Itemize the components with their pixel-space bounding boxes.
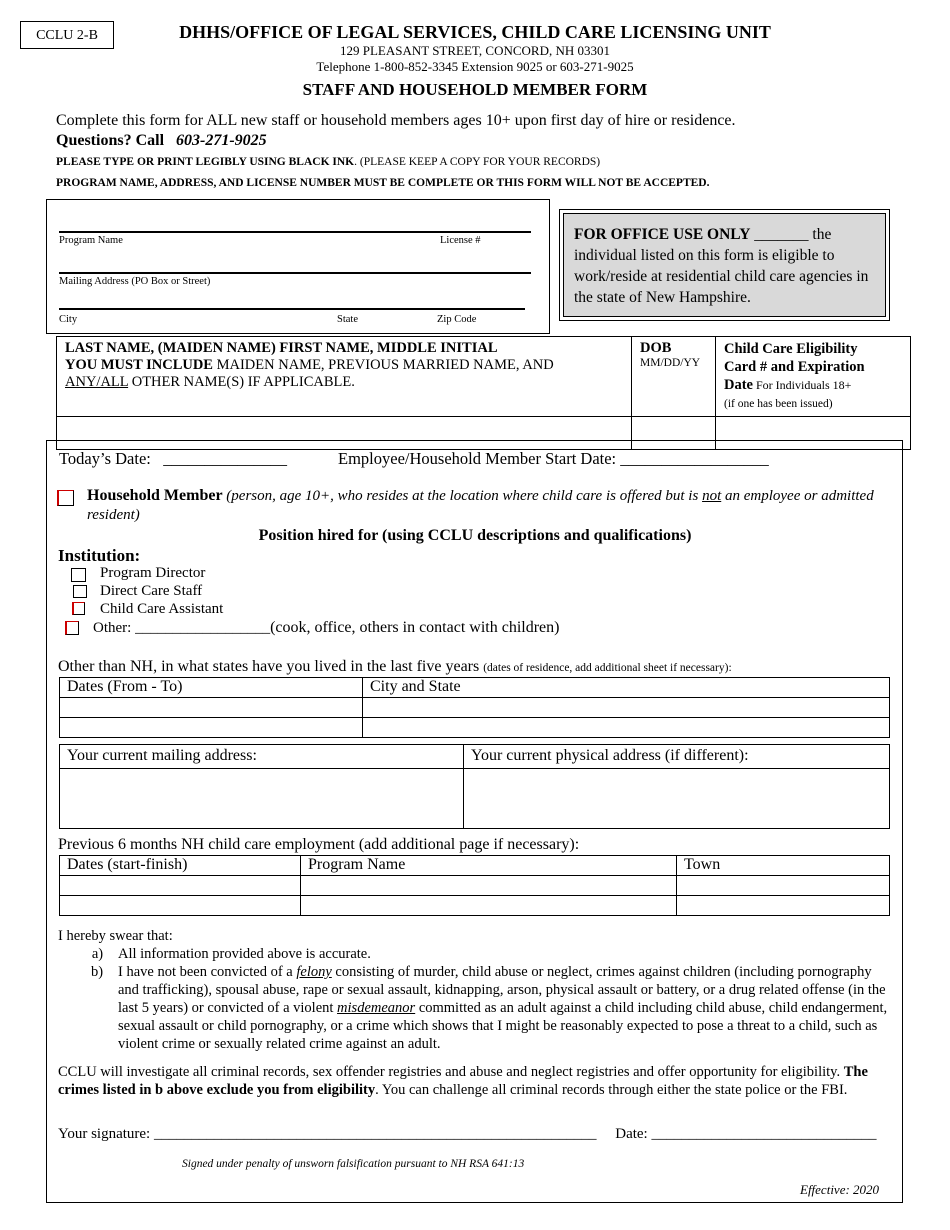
print-note [56, 156, 600, 168]
direct-care-label: Direct Care Staff [100, 583, 203, 599]
office-use-blank: _______ [754, 226, 809, 243]
card-issued: (if one has been issued) [724, 398, 833, 410]
residence-col-dates: Dates (From - To) [60, 678, 363, 698]
program-name-line[interactable] [59, 231, 531, 233]
card-header-cell [716, 337, 911, 417]
must-include: YOU MUST INCLUDE [65, 357, 213, 373]
card-date: Date [724, 377, 753, 393]
agency-telephone: Telephone 1-800-852-3345 Extension 9025 or 603-271-9025 [316, 59, 634, 74]
mailing-address-input[interactable] [60, 769, 464, 829]
physical-address-input[interactable] [464, 769, 890, 829]
employment-cell[interactable] [60, 896, 301, 916]
cclu-bold: The crimes listed in b above exclude you from eligibility [58, 1064, 868, 1098]
swear-item-a: a. All information provided above is accurate. [114, 945, 888, 963]
household-text [87, 486, 877, 525]
start-label: Employee/Household Member Start Date: [338, 449, 617, 468]
cclu-notice [58, 1063, 893, 1099]
questions-label: Questions? Call [56, 132, 165, 149]
employment-col-program: Program Name [301, 856, 677, 876]
agency-title: DHHS/OFFICE OF LEGAL SERVICES, CHILD CARE LICENSING UNIT [179, 22, 771, 42]
residence-cell[interactable] [60, 718, 363, 738]
institution-label: Institution: [58, 546, 141, 565]
swear-intro: I hereby swear that: [58, 928, 173, 944]
program-director-checkbox[interactable] [71, 568, 86, 582]
dob-label: DOB [640, 340, 672, 356]
other-blank[interactable]: __________________ [135, 620, 271, 636]
household-desc-not: not [702, 488, 722, 504]
program-info-box [46, 199, 550, 334]
cclu-text1: CCLU will investigate all criminal records, sex offender registries and abuse and neglect registries and offer opportunity for eligibility. [58, 1064, 844, 1080]
office-use-box [559, 209, 890, 321]
swear-item-b [114, 963, 888, 1053]
employment-cell[interactable] [677, 876, 890, 896]
other-hint: (cook, office, others in contact with children) [270, 619, 560, 636]
program-director-label: Program Director [100, 565, 206, 581]
swear-section [58, 927, 888, 1053]
must-include-rest: MAIDEN NAME, PREVIOUS MARRIED NAME, AND [212, 357, 554, 373]
intro-text: Complete this form for ALL new staff or household members ages 10+ upon first day of hire or residence. [56, 112, 736, 129]
print-note-rest: . (PLEASE KEEP A COPY FOR YOUR RECORDS) [354, 156, 601, 168]
address-table [59, 744, 890, 829]
swear-felony: felony [296, 964, 332, 980]
employment-title: Previous 6 months NH child care employment (add additional page if necessary): [58, 836, 580, 853]
employment-col-town: Town [677, 856, 890, 876]
city-state-zip-line[interactable] [59, 308, 525, 310]
signature-line [58, 1126, 876, 1143]
other-label: Other: [93, 620, 132, 636]
program-name-label: Program Name [59, 235, 123, 246]
residence-question [58, 658, 732, 676]
signature-blank[interactable]: ___________________________________________________________ [153, 1126, 597, 1142]
program-note: PROGRAM NAME, ADDRESS, AND LICENSE NUMBER MUST BE COMPLETE OR THIS FORM WILL NOT BE ACCEPTED. [56, 177, 710, 189]
name-header: LAST NAME, (MAIDEN NAME) FIRST NAME, MIDDLE INITIAL [65, 340, 498, 356]
mailing-address-label: Mailing Address (PO Box or Street) [59, 276, 211, 287]
dob-format: MM/DD/YY [640, 357, 701, 369]
mailing-address-line[interactable] [59, 272, 531, 274]
position-title: Position hired for (using CCLU descriptions and qualifications) [258, 527, 692, 544]
questions-line [56, 132, 267, 150]
city-label: City [59, 314, 78, 325]
household-desc-2: an employee or admitted resident) [87, 488, 874, 523]
residence-cell[interactable] [60, 698, 363, 718]
card-line1: Child Care Eligibility [724, 341, 858, 357]
household-label: Household Member [87, 487, 223, 504]
office-use-desc: the individual listed on this form is eligible to work/reside at residential child care agencies in the state of New Hampshire. [574, 226, 869, 306]
mailing-address-header: Your current mailing address: [60, 745, 464, 769]
swear-b3: committed as an adult against a child including child abuse, child endangerment, sexual assault or child pornography, or a crime which shows that I might be reasonably expected to pose a threat to a child, such as violent crime or sexually related crime against an adult. [118, 1000, 888, 1052]
date-blank[interactable]: ______________________________ [651, 1126, 877, 1142]
effective-date: Effective: 2020 [800, 1182, 880, 1197]
household-checkbox[interactable] [57, 490, 74, 506]
swear-b2: consisting of murder, child abuse or neglect, crimes against children (including pornography and trafficking), spousal abuse, rape or sexual assault, kidnapping, arson, physical assault or battery, or a drug related offense (in the last 5 years) or convicted of a violent [118, 964, 886, 1016]
office-use-bold: FOR OFFICE USE ONLY [574, 226, 751, 243]
physical-address-header: Your current physical address (if different): [464, 745, 890, 769]
employment-table [59, 855, 890, 916]
start-date [338, 449, 769, 469]
license-label: License # [440, 235, 481, 246]
residence-cell[interactable] [363, 698, 890, 718]
any-all: ANY/ALL [65, 374, 129, 390]
state-label: State [337, 314, 358, 325]
print-note-bold: PLEASE TYPE OR PRINT LEGIBLY USING BLACK INK [56, 156, 355, 168]
household-desc-1: (person, age 10+, who resides at the location where child care is offered but is [226, 488, 703, 504]
form-code: CCLU 2-B [20, 21, 114, 49]
residence-cell[interactable] [363, 718, 890, 738]
penalty-note: Signed under penalty of unsworn falsification pursuant to NH RSA 641:13 [182, 1158, 525, 1170]
residence-note: (dates of residence, add additional sheet if necessary): [483, 662, 732, 674]
employment-col-dates: Dates (start-finish) [60, 856, 301, 876]
today-date [59, 449, 287, 469]
questions-phone: 603-271-9025 [176, 132, 267, 149]
other-line [93, 619, 559, 637]
form-title: STAFF AND HOUSEHOLD MEMBER FORM [302, 80, 648, 99]
name-table [56, 336, 911, 450]
card-line2: Card # and Expiration [724, 359, 865, 375]
residence-question-text: Other than NH, in what states have you lived in the last five years [58, 658, 480, 675]
card-for: For Individuals 18+ [753, 378, 852, 392]
child-care-assistant-label: Child Care Assistant [100, 601, 224, 617]
dob-header-cell [632, 337, 716, 417]
swear-b1: I have not been convicted of a [118, 964, 297, 980]
start-blank[interactable]: __________________ [620, 449, 769, 468]
date-label: Date: [615, 1126, 648, 1142]
residence-table [59, 677, 890, 738]
direct-care-checkbox[interactable] [73, 585, 87, 598]
other-checkbox[interactable] [65, 621, 79, 635]
signature-label: Your signature: [58, 1126, 151, 1142]
today-blank[interactable]: _______________ [163, 449, 287, 468]
other-names: OTHER NAME(S) IF APPLICABLE. [128, 374, 355, 390]
agency-address: 129 PLEASANT STREET, CONCORD, NH 03301 [339, 43, 610, 58]
employment-cell[interactable] [677, 896, 890, 916]
today-label: Today’s Date: [59, 449, 151, 468]
child-care-assistant-checkbox[interactable] [72, 602, 85, 615]
residence-col-city: City and State [363, 678, 890, 698]
name-header-cell [57, 337, 632, 417]
employment-cell[interactable] [301, 876, 677, 896]
swear-misdemeanor: misdemeanor [337, 1000, 416, 1016]
employment-cell[interactable] [60, 876, 301, 896]
employment-cell[interactable] [301, 896, 677, 916]
zip-label: Zip Code [437, 314, 477, 325]
cclu-text2: . You can challenge all criminal records through either the state police or the FBI. [375, 1082, 848, 1098]
office-use-text [563, 213, 886, 317]
